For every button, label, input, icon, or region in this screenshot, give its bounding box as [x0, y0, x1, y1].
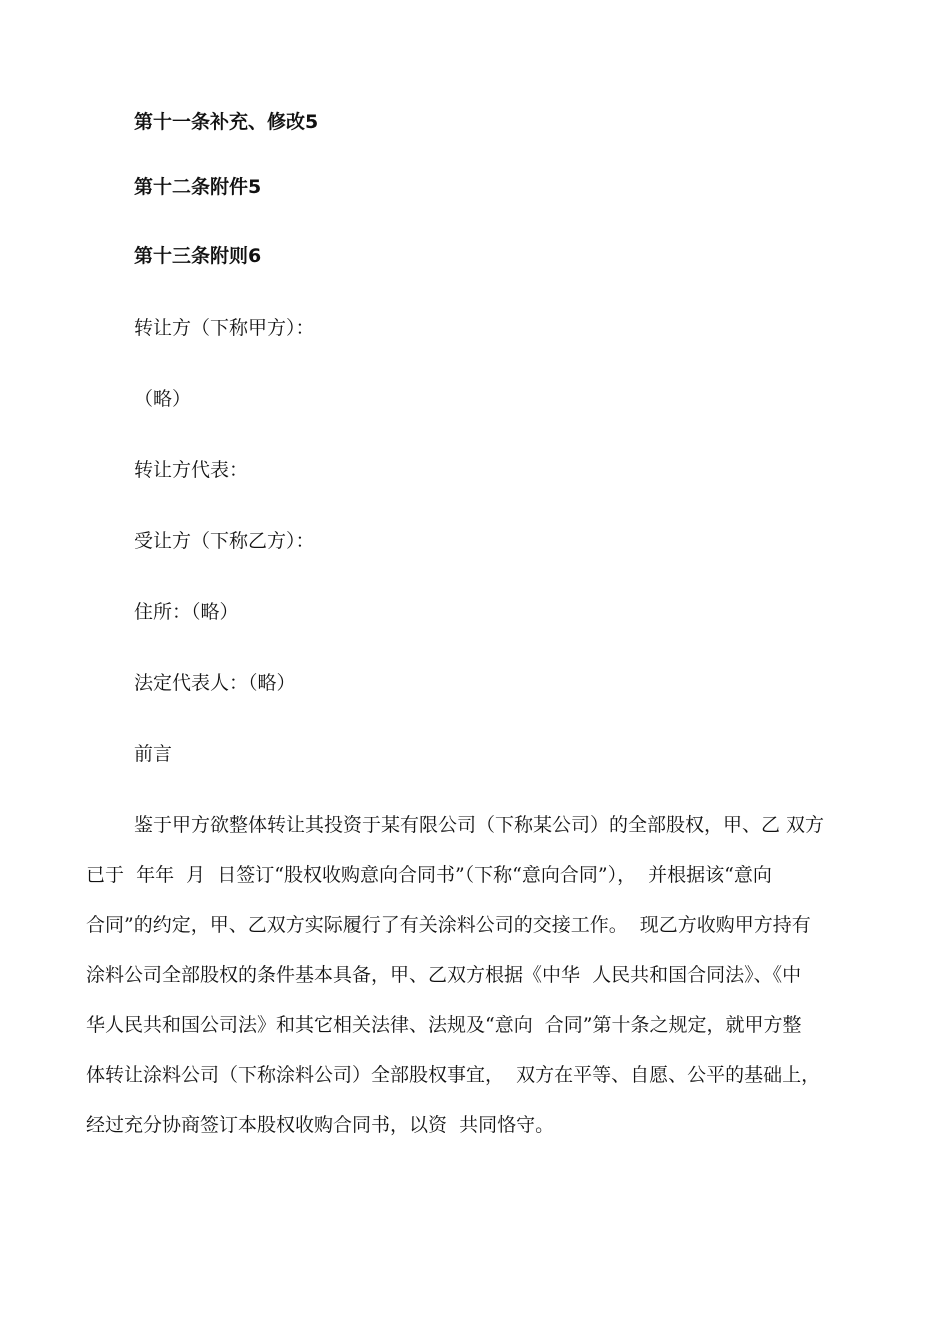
address-line: 住所：（略）: [134, 601, 239, 623]
transferor-value: （略）: [134, 388, 192, 410]
preface-paragraph-line: 涂料公司全部股权的条件基本具备，甲、乙双方根据《中华 人民共和国合同法》、《中: [86, 964, 802, 986]
transferor-label: 转让方（下称甲方）：: [134, 317, 315, 339]
toc-item-11: 第十一条补充、修改5: [134, 111, 319, 133]
legal-rep-line: 法定代表人：（略）: [134, 672, 296, 694]
toc-item-12: 第十二条附件5: [134, 176, 262, 198]
transferee-label: 受让方（下称乙方）：: [134, 530, 315, 552]
toc-item-13: 第十三条附则6: [134, 245, 262, 267]
preface-paragraph-line: 鉴于甲方欲整体转让其投资于某有限公司（下称某公司）的全部股权，甲、乙 双方: [134, 814, 825, 836]
preface-paragraph-line: 体转让涂料公司（下称涂料公司）全部股权事宜， 双方在平等、自愿、公平的基础上，: [86, 1064, 821, 1086]
transferor-rep-label: 转让方代表：: [134, 459, 249, 481]
preface-paragraph-line: 已于 年年 月 日签订“股权收购意向合同书”（下称“意向合同”）， 并根据该“意向: [86, 864, 772, 886]
preface-paragraph-line: 经过充分协商签订本股权收购合同书，以资 共同恪守。: [86, 1114, 555, 1136]
preface-paragraph-line: 合同”的约定，甲、乙双方实际履行了有关涂料公司的交接工作。 现乙方收购甲方持有: [86, 914, 811, 936]
preface-paragraph-line: 华人民共和国公司法》和其它相关法律、法规及“意向 合同”第十条之规定，就甲方整: [86, 1014, 802, 1036]
preface-heading: 前言: [134, 743, 173, 765]
